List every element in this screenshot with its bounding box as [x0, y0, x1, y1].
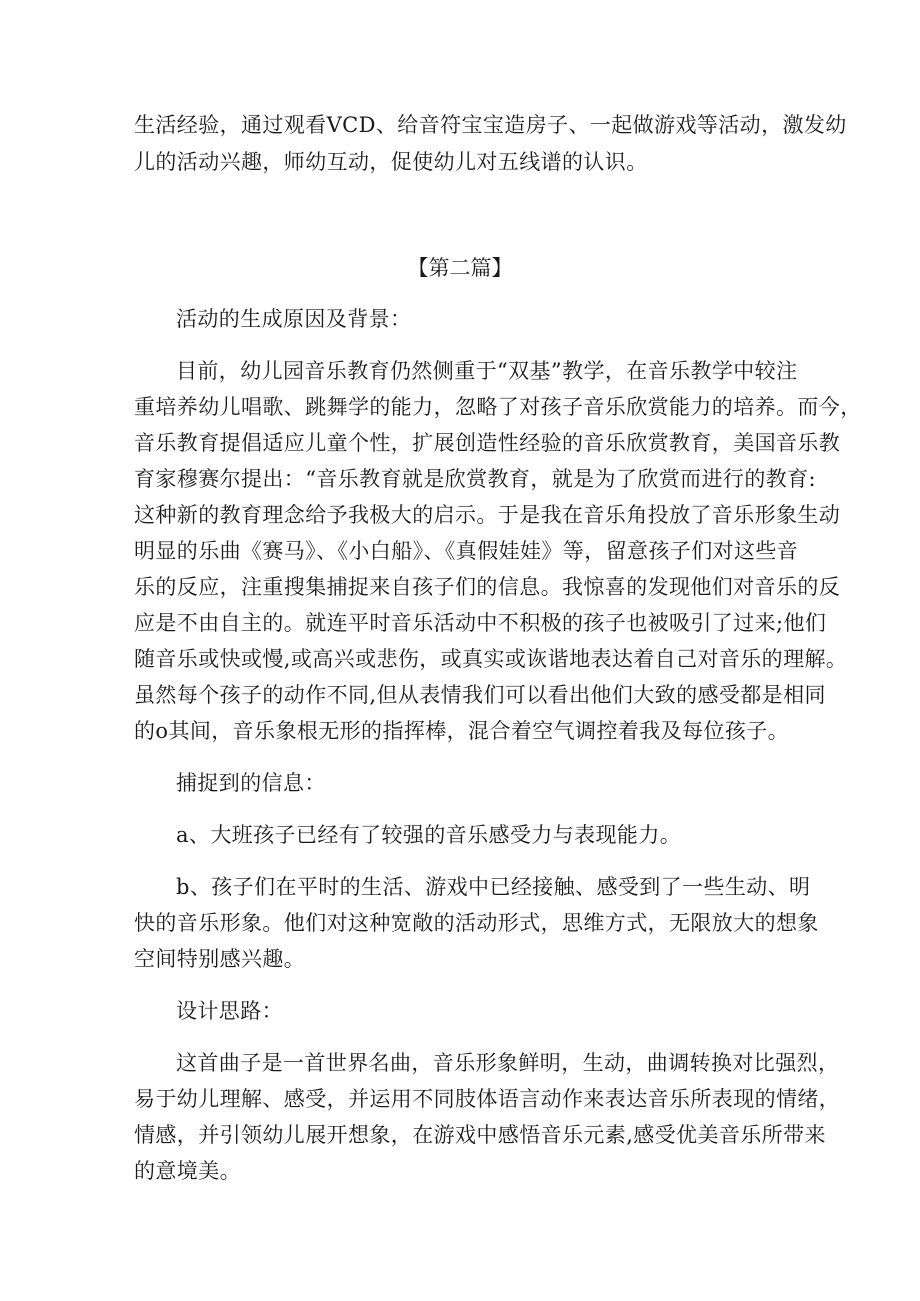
intro-line-2: 儿的活动兴趣，师幼互动，促使幼儿对五线谱的认识。 [134, 150, 648, 174]
background-line-7: 乐的反应，注重搜集捕捉来自孩子们的信息。我惊喜的发现他们对音乐的反 [134, 575, 841, 599]
design-line-2: 易于幼儿理解、感受，并运用不同肢体语言动作来表达音乐所表现的情绪， [134, 1087, 841, 1111]
intro-line-1: 生活经验，通过观看VCD、给音符宝宝造房子、一起做游戏等活动，激发幼 [134, 113, 847, 137]
background-label: 活动的生成原因及背景： [176, 307, 412, 331]
background-line-9: 随音乐或快或慢,或高兴或悲伤，或真实或诙谐地表达着自己对音乐的理解。 [134, 647, 848, 671]
background-line-6: 明显的乐曲《赛马》、《小白船》、《真假娃娃》等，留意孩子们对这些音 [134, 539, 799, 563]
info-a: a、大班孩子已经有了较强的音乐感受力与表现能力。 [176, 823, 682, 847]
background-line-11: 的o其间，音乐象根无形的指挥棒，混合着空气调控着我及每位孩子。 [134, 719, 790, 743]
background-line-5: 这种新的教育理念给予我极大的启示。于是我在音乐角投放了音乐形象生动 [134, 503, 841, 527]
design-label: 设计思路： [176, 999, 283, 1023]
info-b-line-3: 空间特别感兴趣。 [134, 947, 306, 971]
info-b-line-1: b、孩子们在平时的生活、游戏中已经接触、感受到了一些生动、明 [176, 875, 811, 899]
info-b-line-2: 快的音乐形象。他们对这种宽敞的活动形式，思维方式，无限放大的想象 [134, 911, 819, 935]
background-line-4: 育家穆赛尔提出：“音乐教育就是欣赏教育，就是为了欣赏而进行的教育: [134, 467, 817, 491]
info-label: 捕捉到的信息： [176, 771, 326, 795]
design-line-1: 这首曲子是一首世界名曲，音乐形象鲜明，生动，曲调转换对比强烈， [176, 1051, 840, 1075]
design-line-4: 的意境美。 [134, 1159, 241, 1183]
background-line-1: 目前，幼儿园音乐教育仍然侧重于“双基”教学，在音乐教学中较注 [176, 359, 798, 383]
background-line-8: 应是不由自主的。就连平时音乐活动中不积极的孩子也被吸引了过来;他们 [134, 611, 827, 635]
background-line-2: 重培养幼儿唱歌、跳舞学的能力，忽略了对孩子音乐欣赏能力的培养。而今， [134, 395, 862, 419]
section-title: 【第二篇】 [407, 256, 513, 280]
design-line-3: 情感，并引领幼儿展开想象，在游戏中感悟音乐元素,感受优美音乐所带来 [134, 1123, 826, 1147]
background-line-10: 虽然每个孩子的动作不同,但从表情我们可以看出他们大致的感受都是相同 [134, 683, 826, 707]
background-line-3: 音乐教育提倡适应儿童个性，扩展创造性经验的音乐欣赏教育，美国音乐教 [134, 431, 841, 455]
